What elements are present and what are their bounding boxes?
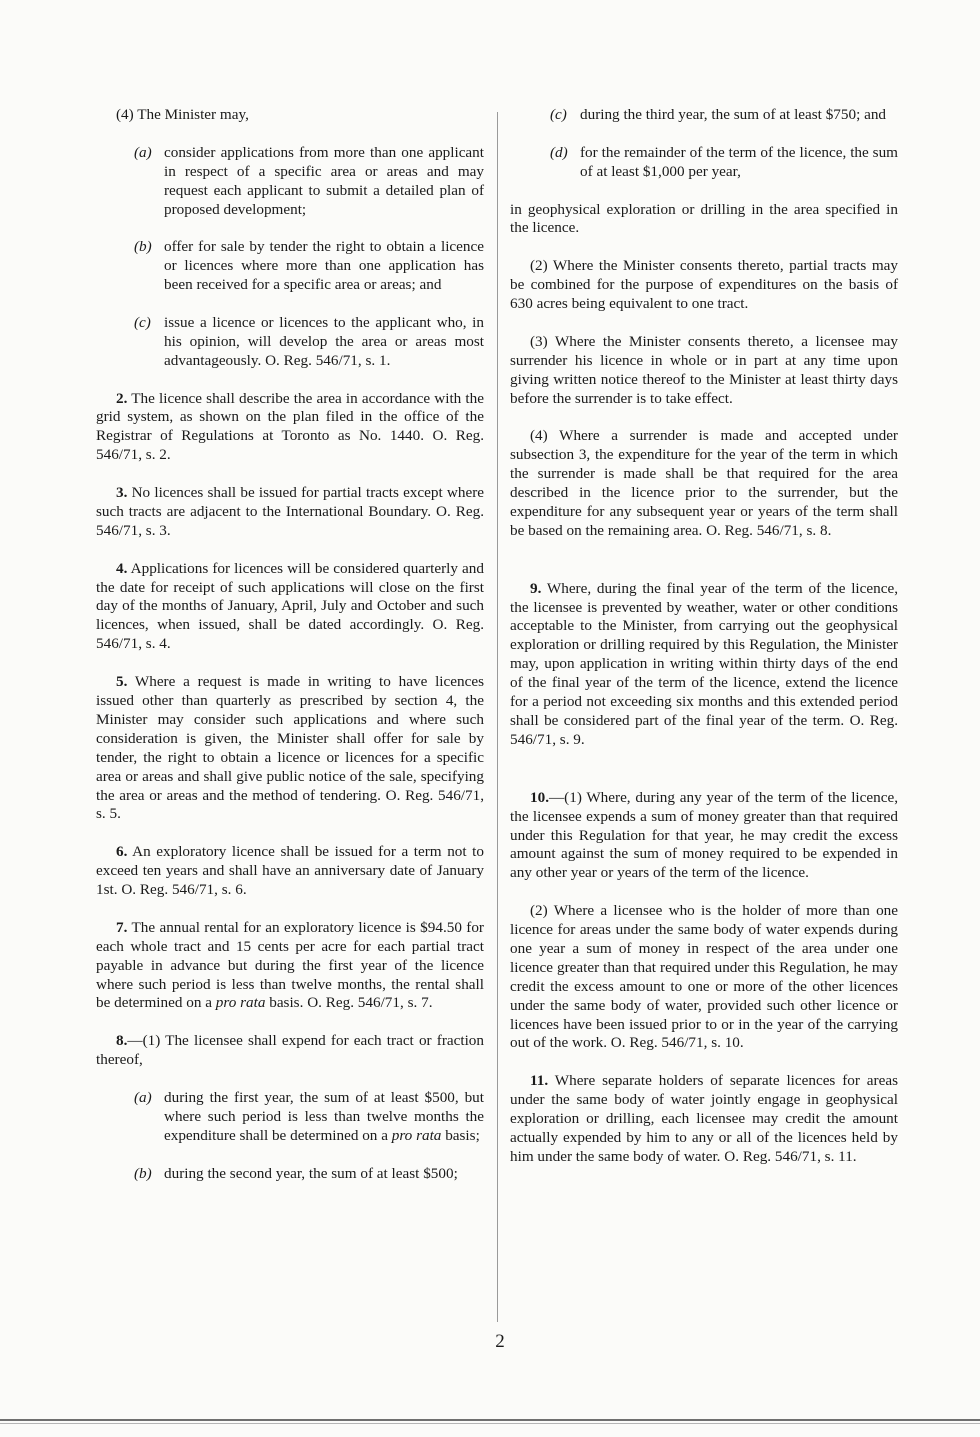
item-marker: (c)	[550, 106, 567, 123]
section-10-subsection-1	[510, 789, 898, 884]
section-text: An exploratory licence shall be issued for a term not to exceed ten years and shall have an anniversary date of January 1st. O. Reg. 546/71, s. 6.	[96, 843, 484, 899]
section-8-tail: in geophysical exploration or drilling in the area specified in the licence.	[510, 200, 898, 237]
scan-edge-line	[0, 1419, 980, 1421]
section-10-subsection-2: (2) Where a licensee who is the holder of more than one licence for areas under the same body of water expends during one year a sum of money in respect of the area under one licence greater than that required under this Regulation, he may credit the excess amount to one or more of the other licences under the same body of water, provided such other licence or licences have been issued prior to or in the year of the carrying out of the work. O. Reg. 546/71, s. 10.	[510, 902, 898, 1052]
item-text: during the second year, the sum of at least $500;	[164, 1164, 458, 1182]
section-text: Where a request is made in writing to have licences issued other than quarterly as prescribed by section 4, the Minister may consider such applications and where such consideration is given, the Minister shall offer for sale by tender, the right to obtain a licence or licences for a specific area or areas and shall give public notice of the sale, specifying the area or areas and the method of tendering. O. Reg. 546/71, s. 5.	[96, 673, 484, 823]
item-text: for the remainder of the term of the licence, the sum of at least $1,000 per year,	[580, 143, 898, 180]
section-text: —(1) The licensee shall expend for each tract or fraction thereof,	[96, 1032, 484, 1069]
section-number: 3.	[116, 484, 128, 502]
section-number: 11.	[530, 1072, 549, 1090]
item-marker: (a)	[134, 143, 152, 161]
item-text: issue a licence or licences to the applicant who, in his opinion, will develop the area or areas most advantageously. O. Reg. 546/71, s. 1.	[164, 313, 484, 369]
section-text: —(1) Where, during any year of the term of the licence, the licensee expends a sum of money greater than that required under this Regulation for that year, he may credit the excess amount against the sum of money required to be expended in any other year or years of the term of the licence.	[510, 788, 898, 882]
spacer	[510, 560, 898, 580]
section-1-item-b	[96, 238, 484, 295]
section-number: 9.	[530, 579, 542, 597]
section-text: Where, during the final year of the term of the licence, the licensee is prevented by weather, water or other conditions acceptable to the Minister, from carrying out the geophysical exploration or drilling required by this Regulation, the Minister may, upon application in writing within thirty days of the end of the final year of the term of the licence, extend the licence for a period not exceeding six months and this extended period shall be considered part of the final year of the term. O. Reg. 546/71, s. 9.	[510, 579, 898, 748]
item-marker: (b)	[134, 1164, 152, 1182]
right-column	[510, 106, 898, 1186]
section-8-item-d	[510, 144, 898, 182]
section-8-subsection-4: (4) Where a surrender is made and accepted under subsection 3, the expenditure for the year of the term in which the surrender is made shall be that required for the area described in the licence prior to the surrender, but the expenditure for any subsequent year or years of the term shall be based on the remaining area. O. Reg. 546/71, s. 8.	[510, 427, 898, 539]
italic-term: pro rata	[391, 1126, 442, 1144]
section-1-item-a	[96, 144, 484, 220]
section-11	[510, 1072, 898, 1167]
left-column	[96, 106, 484, 1202]
item-text: consider applications from more than one applicant in respect of a specific area or areas and may request each applicant to submit a detailed plan of proposed development;	[164, 143, 484, 218]
section-1-item-c	[96, 314, 484, 371]
section-8-item-b	[96, 1165, 484, 1184]
section-5	[96, 673, 484, 824]
section-number: 7.	[116, 918, 128, 936]
section-1-subsection-4-intro: (4) The Minister may,	[116, 106, 249, 123]
section-text: The annual rental for an exploratory licence is $94.50 for each whole tract and 15 cents per acre for each partial tract payable in advance but during the first year of the licence where such period is less than twelve months, the rental shall be determined on a	[96, 918, 484, 1012]
section-3	[96, 484, 484, 541]
page-number: 2	[495, 1331, 505, 1352]
section-4	[96, 560, 484, 655]
section-number: 2.	[116, 389, 128, 407]
section-2	[96, 390, 484, 466]
section-9	[510, 580, 898, 750]
column-divider	[497, 112, 498, 1322]
section-8-subsection-3: (3) Where the Minister consents thereto, a licensee may surrender his licence in whole or in part at any time upon giving written notice thereof to the Minister at least thirty days before the surrender is to take effect.	[510, 332, 898, 407]
section-8-item-a	[96, 1089, 484, 1146]
item-marker: (a)	[134, 1088, 152, 1106]
section-text-end: basis. O. Reg. 546/71, s. 7.	[265, 994, 433, 1012]
section-number: 4.	[116, 559, 128, 577]
item-marker: (d)	[550, 143, 568, 161]
section-8-subsection-1	[96, 1032, 484, 1070]
section-7	[96, 919, 484, 1014]
section-8-subsection-2: (2) Where the Minister consents thereto, partial tracts may be combined for the purpose of expenditures on the basis of 630 acres being equivalent to one tract.	[510, 257, 898, 313]
item-text-end: basis;	[441, 1126, 480, 1144]
section-6	[96, 843, 484, 900]
item-marker: (b)	[134, 238, 152, 256]
spacer	[510, 769, 898, 789]
section-number: 10.	[530, 788, 549, 806]
section-text: Applications for licences will be considered quarterly and the date for receipt of such applications will close on the first day of the months of January, April, July and October and such licences, when issued, shall be dated accordingly. O. Reg. 546/71, s. 4.	[96, 559, 484, 653]
section-number: 5.	[116, 673, 128, 691]
section-number: 8.	[116, 1032, 128, 1050]
item-marker: (c)	[134, 313, 151, 331]
section-text: The licence shall describe the area in accordance with the grid system, as shown on the plan filed in the office of the Registrar of Regulations at Toronto as No. 1440. O. Reg. 546/71, s. 2.	[96, 389, 484, 464]
item-text: during the third year, the sum of at least $750; and	[580, 106, 887, 123]
item-text: offer for sale by tender the right to obtain a licence or licences where more than one application has been received for a specific area or areas; and	[164, 238, 484, 294]
scan-edge-line	[0, 1423, 980, 1424]
section-number: 6.	[116, 843, 128, 861]
section-text: Where separate holders of separate licences for areas under the same body of water jointly engage in geophysical exploration or drilling, each licensee may credit the amount actually expended by him to any or all of the licences held by him under the same body of water. O. Reg. 546/71, s. 11.	[510, 1072, 898, 1165]
item-text: during the first year, the sum of at least $500, but where such period is less than twelve months the expenditure shall be determined on a	[164, 1088, 484, 1144]
italic-term: pro rata	[215, 994, 266, 1012]
section-8-item-c	[510, 106, 898, 125]
section-text: No licences shall be issued for partial tracts except where such tracts are adjacent to the International Boundary. O. Reg. 546/71, s. 3.	[96, 484, 484, 539]
